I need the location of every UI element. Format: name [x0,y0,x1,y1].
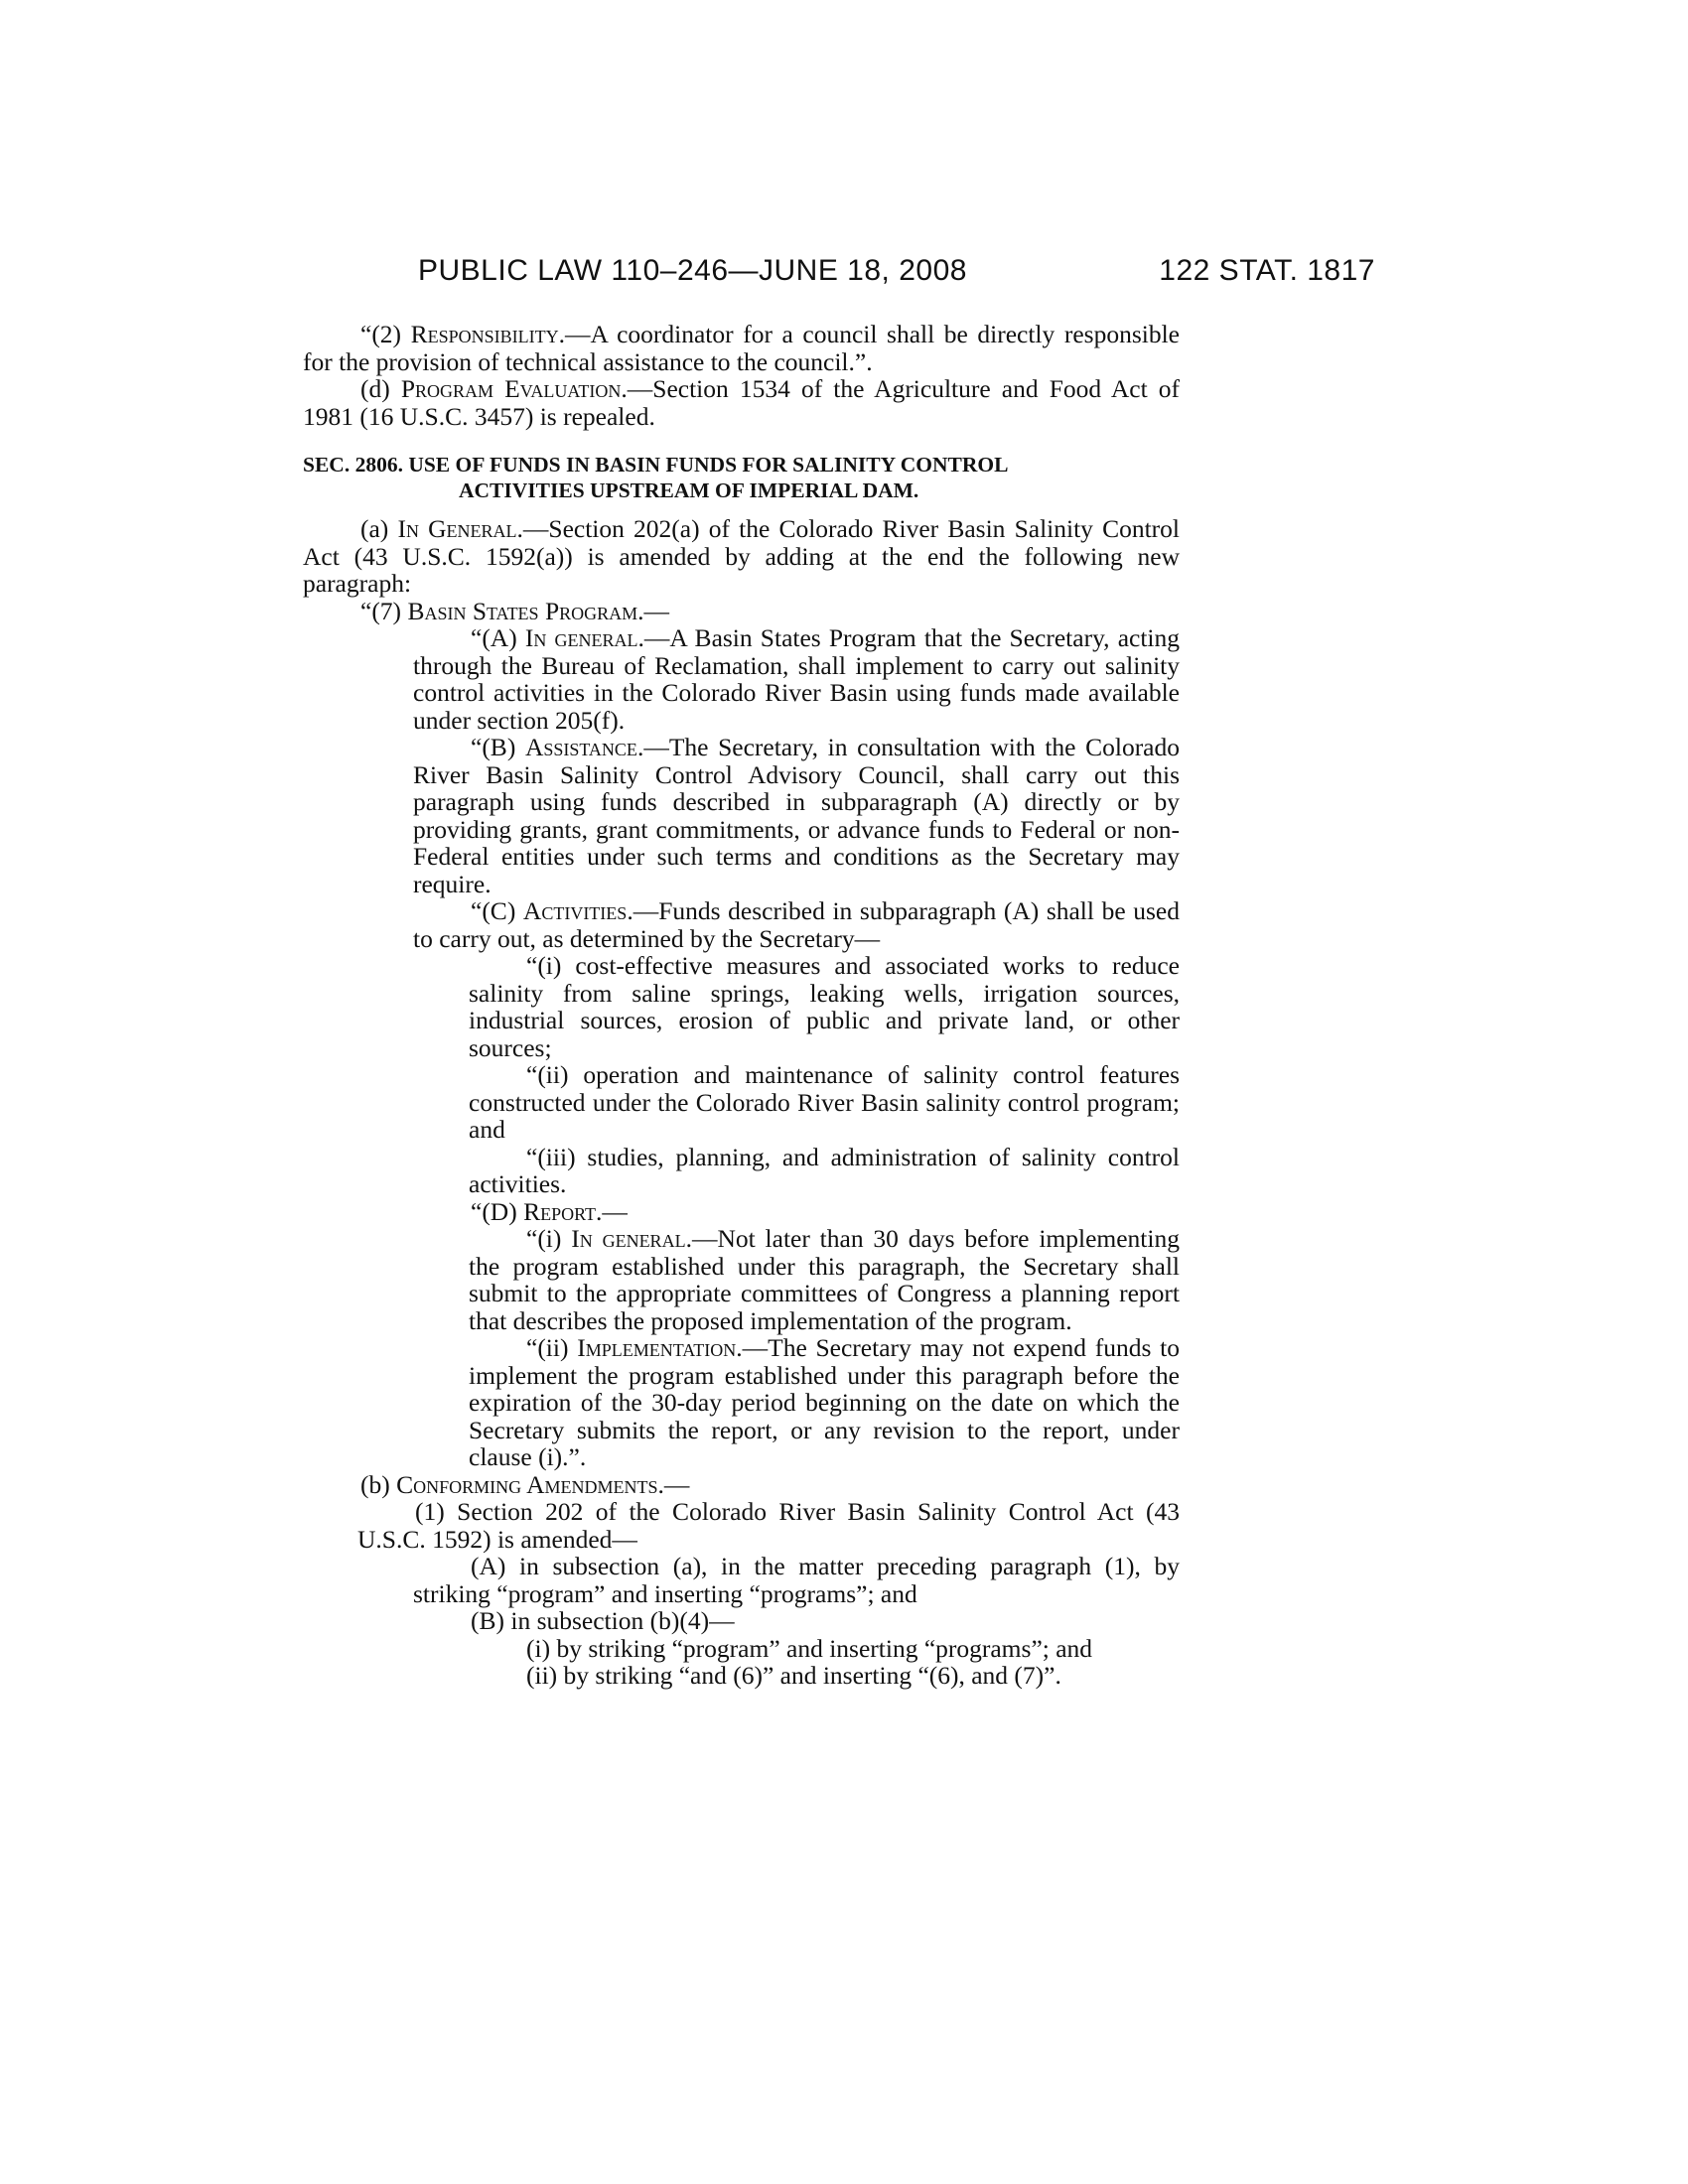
paragraph-lead: (a) [360,514,398,543]
paragraph-text: .—Section 1534 of the Agriculture and Food Act of 1981 (16 U.S.C. 3457) is repealed. [303,374,1181,431]
paragraph-heading: Report [523,1196,597,1226]
paragraph-text: .—A Basin States Program that the Secretary, acting through the Bureau of Reclamation, shall implement to carry out salinity control activities in the Colorado River Basin using funds made available under section 205(f). [413,623,1180,735]
paragraph-lead: “(ii) [526,1333,578,1362]
subsection-d-program-evaluation [303,375,1180,430]
paragraph-text: .—A coordinator for a council shall be directly responsible for the provision of technical assistance to the council.”. [303,320,1180,376]
paragraph-lead: “(B) [471,733,525,761]
paragraph-text: .— [637,596,670,625]
clause-C-iii: “(iii) studies, planning, and administration of salinity control activities. [469,1142,1180,1198]
paragraph-heading: Conforming Amendments [396,1469,658,1499]
public-law-citation: PUBLIC LAW 110–246—JUNE 18, 2008 [418,254,967,287]
paragraph-heading: Basin States Program [407,596,638,625]
paragraph-heading: In general [524,623,638,652]
paragraph-heading: Responsibility [410,320,559,348]
paragraph-text: .—Not later than 30 days before implementing the program established under this paragraph, the Secretary shall submit to the appropriate committees of Congress a planning report that describes the proposed implementation of the program. [469,1224,1180,1335]
subparagraph-A-in-general [303,624,1180,734]
subparagraph-C-activities [303,897,1180,952]
subsection-b-conforming-amendments [303,1471,1180,1499]
document-body [303,321,1180,1690]
clause-b-1-B-ii: (ii) by striking “and (6)” and inserting “(6), and (7)”. [526,1661,1061,1690]
paragraph-lead: “(D) [471,1196,524,1226]
paragraph-lead: (d) [360,374,401,403]
section-heading-line-1: SEC. 2806. USE OF FUNDS IN BASIN FUNDS FOR SALINITY CONTROL [303,453,1009,477]
paragraph-heading: In general [571,1224,686,1253]
subparagraph-b-1-B: (B) in subsection (b)(4)— [471,1606,735,1635]
paragraph-lead: “(i) [526,1224,572,1253]
subparagraph-B-assistance [303,734,1180,897]
paragraph-2-responsibility [303,321,1180,375]
paragraph-heading: Activities [522,896,628,925]
subparagraph-b-1-A: (A) in subsection (a), in the matter preceding paragraph (1), by striking “program” and inserting “programs”; and [413,1552,1180,1608]
paragraph-text: .—The Secretary, in consultation with the Colorado River Basin Salinity Control Advisory Council, shall carry out this paragraph using funds described in subparagraph (A) directly or by providing grants, grant commitments, or advance funds to Federal or non-Federal entities under such terms and conditions as the Secretary may require. [413,733,1181,898]
paragraph-heading: In General [397,514,517,543]
paragraph-text: .—Section 202(a) of the Colorado River Basin Salinity Control Act (43 U.S.C. 1592(a)) is amended by adding at the end the following new paragraph: [303,514,1180,598]
paragraph-7-basin-states-program [248,598,1180,625]
section-heading-line-2: ACTIVITIES UPSTREAM OF IMPERIAL DAM. [459,478,919,502]
section-heading [303,452,1180,503]
paragraph-lead: (b) [360,1469,397,1499]
statute-page-number: 122 STAT. 1817 [1159,254,1375,287]
clause-D-ii-implementation [303,1334,1180,1471]
paragraph-text: .— [657,1469,690,1499]
paragraph-heading: Program Evaluation [400,374,622,403]
clause-C-ii: “(ii) operation and maintenance of salinity control features constructed under the Colorado River Basin salinity control program; and [469,1060,1180,1144]
clause-D-i-in-general [303,1225,1180,1334]
paragraph-lead: “(A) [471,623,525,652]
paragraph-lead: “(7) [360,596,408,625]
paragraph-text: .—Funds described in subparagraph (A) shall be used to carry out, as determined by the Secretary— [413,896,1180,953]
paragraph-lead: “(2) [360,320,411,348]
paragraph-lead: “(C) [471,896,523,925]
paragraph-text: .— [596,1196,628,1226]
paragraph-b-1: (1) Section 202 of the Colorado River Basin Salinity Control Act (43 U.S.C. 1592) is amended— [357,1497,1180,1554]
clause-b-1-B-i: (i) by striking “program” and inserting “programs”; and [526,1633,1093,1663]
clause-C-i: “(i) cost-effective measures and associated works to reduce salinity from saline springs, leaking wells, irrigation sources, industrial sources, erosion of public and private land, or other sources; [469,951,1180,1062]
paragraph-heading: Implementation [577,1333,737,1362]
paragraph-heading: Assistance [524,733,637,761]
page-header [418,254,1375,294]
subsection-a-in-general [303,515,1180,598]
subparagraph-D-report [303,1198,1180,1226]
paragraph-text: .—The Secretary may not expend funds to implement the program established under this paragraph before the expiration of the 30-day period beginning on the date on which the Secretary submits the report, or any revision to the report, under clause (i).”. [469,1333,1180,1471]
